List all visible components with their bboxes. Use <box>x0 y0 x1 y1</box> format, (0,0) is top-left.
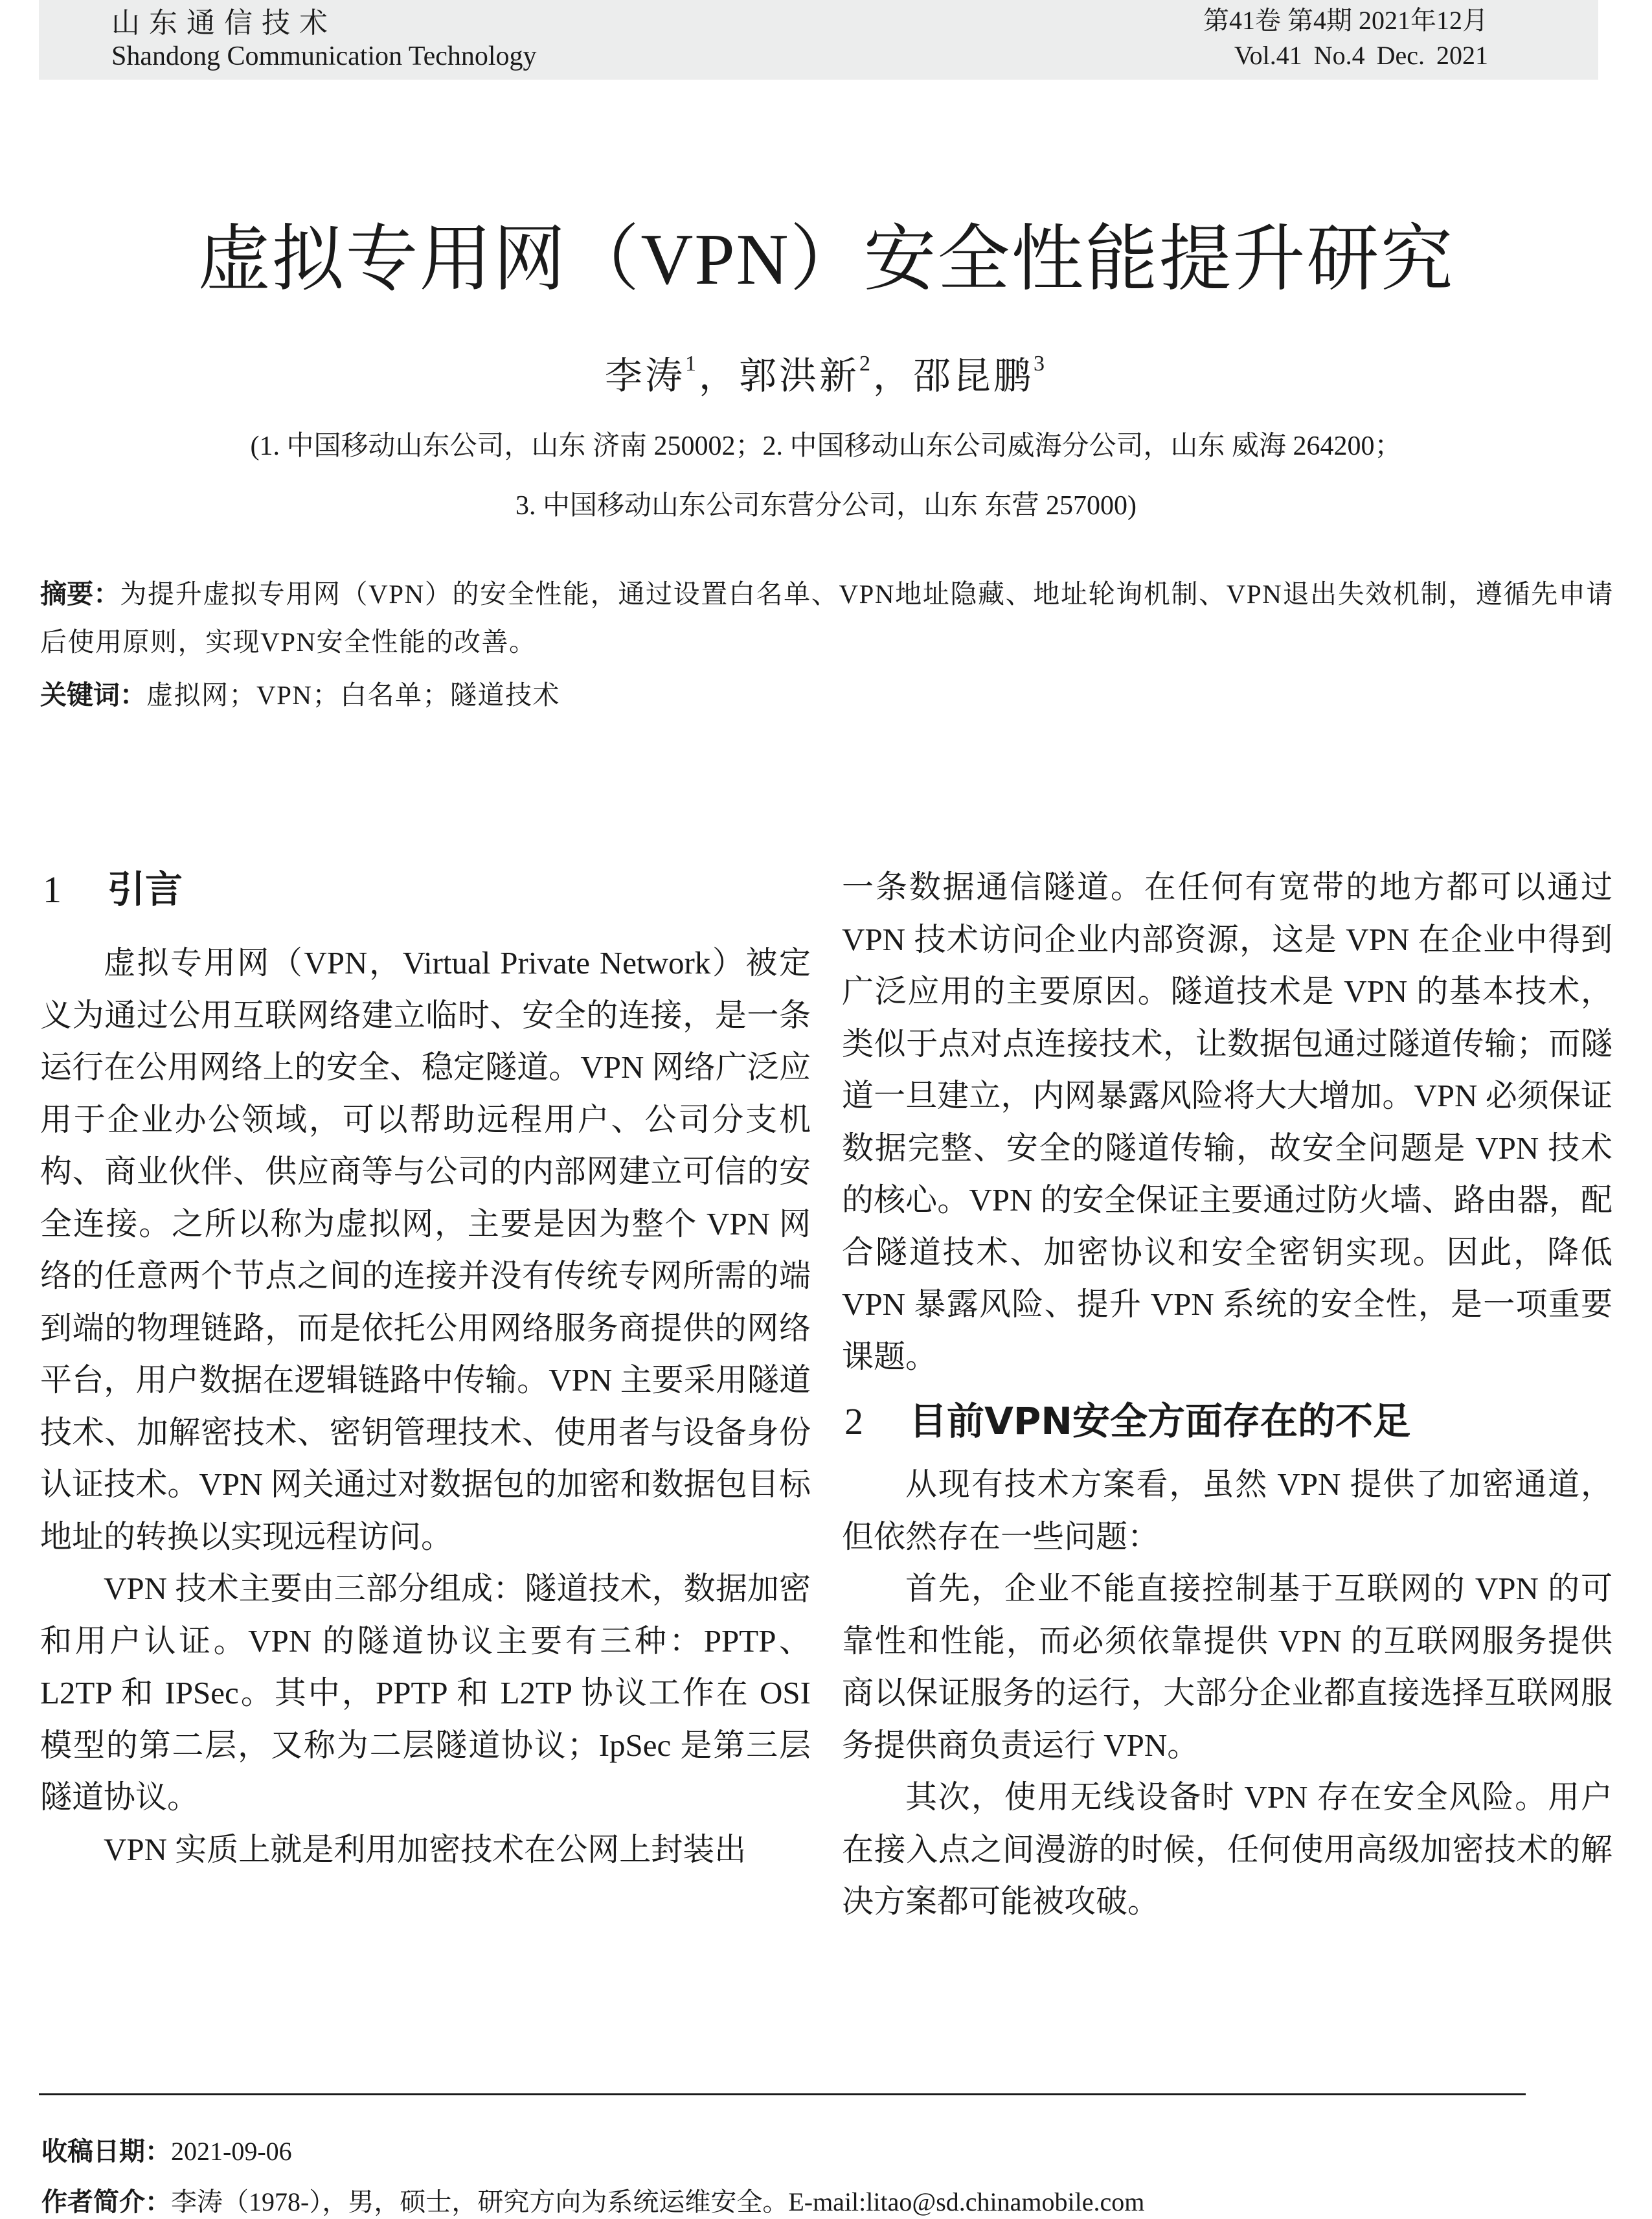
author-affiliation-mark: 3 <box>1034 352 1048 376</box>
body-paragraph: 从现有技术方案看，虽然 VPN 提供了加密通道，但依然存在一些问题： <box>842 1466 1612 1554</box>
section-number: 2 <box>844 1400 863 1442</box>
keywords <box>40 671 1614 719</box>
author-name: 郭洪新 <box>738 355 859 397</box>
body-paragraph: 虚拟专用网（VPN，Virtual Private Network）被定义为通过公用互联网络建立临时、安全的连接，是一条运行在公用网络上的安全、稳定隧道。VPN 网络广泛应用于企业办公领域，可以帮助远程用户、公司分支机构、商业伙伴、供应商等与公司的内部网建立可信的安全连接。之所以称为虚拟网，主要是因为整个 VPN 网络的任意两个节点之间的连接并没有传统专网所需的端到端的物理链路，而是依托公用网络服务商提供的网络平台，用户数据在逻辑链路中传输。VPN 主要采用隧道技术、加解密技术、密钥管理技术、使用者与设备身份认证技术。VPN 网关通过对数据包的加密和数据包目标地址的转换以实现远程访问。 <box>40 945 811 1554</box>
author-name: 李涛 <box>604 355 685 397</box>
keywords-label: 关键词： <box>40 679 146 711</box>
received-date-value: 2021-09-06 <box>171 2137 292 2166</box>
abstract-text: 为提升虚拟专用网（VPN）的安全性能，通过设置白名单、VPN地址隐藏、地址轮询机制、VPN退出失效机制，遵循先申请后使用原则，实现VPN安全性能的改善。 <box>40 579 1614 657</box>
body-paragraph: 其次，使用无线设备时 VPN 存在安全风险。用户在接入点之间漫游的时候，任何使用高级加密技术的解决方案都可能被攻破。 <box>842 1779 1612 1919</box>
section-title: 目前VPN安全方面存在的不足 <box>909 1399 1410 1443</box>
journal-name-en: Shandong Communication Technology <box>111 41 537 71</box>
section-title: 引言 <box>107 867 183 911</box>
author-list <box>0 353 1652 395</box>
author-separator: ， <box>873 355 914 397</box>
received-date-note <box>41 2139 292 2165</box>
author-bio-text: 李涛（1978-），男，硕士，研究方向为系统运维安全。E-mail:litao@sd.chinamobile.com <box>171 2187 1145 2216</box>
journal-name-cn: 山东通信技术 <box>111 7 337 39</box>
issue-info-en: Vol.41 No.4 Dec. 2021 <box>1234 41 1488 70</box>
affiliations-line-2: 3. 中国移动山东公司东营分公司，山东 东营 257000) <box>515 491 1137 521</box>
footnote-divider <box>39 2093 1526 2095</box>
author-separator: ， <box>698 355 739 397</box>
abstract-label: 摘要： <box>40 578 120 609</box>
body-paragraph: VPN 实质上就是利用加密技术在公网上封装出 <box>104 1831 747 1867</box>
author-bio-note <box>41 2189 1144 2215</box>
affiliations-line-1: (1. 中国移动山东公司，山东 济南 250002；2. 中国移动山东公司威海分公司，山东 威海 264200； <box>250 431 1402 461</box>
section-heading-shortcomings <box>842 1399 1612 1443</box>
abstract <box>40 570 1614 666</box>
section-heading-introduction <box>40 867 811 911</box>
paper-title: 虚拟专用网（VPN）安全性能提升研究 <box>198 220 1454 300</box>
right-column <box>842 861 1612 1928</box>
body-paragraph: 首先，企业不能直接控制基于互联网的 VPN 的可靠性和性能，而必须依靠提供 VPN 的互联网服务提供商以保证服务的运行，大部分企业都直接选择互联网服务提供商负责运行 VPN。 <box>842 1571 1612 1763</box>
author-affiliation-mark: 2 <box>859 352 873 376</box>
journal-header-band <box>39 0 1598 80</box>
received-date-label: 收稿日期： <box>41 2137 171 2167</box>
author-name: 邵昆鹏 <box>913 355 1034 397</box>
author-bio-label: 作者简介： <box>41 2187 171 2217</box>
issue-info-cn: 第41卷 第4期 2021年12月 <box>1203 6 1488 35</box>
left-column <box>40 861 811 1876</box>
section-number: 1 <box>43 869 62 911</box>
author-affiliation-mark: 1 <box>685 352 699 376</box>
body-paragraph-continued: 一条数据通信隧道。在任何有宽带的地方都可以通过 VPN 技术访问企业内部资源，这是 VPN 在企业中得到广泛应用的主要原因。隧道技术是 VPN 的基本技术，类似于点对点连接技术，让数据包通过隧道传输；而隧道一旦建立，内网暴露风险将大大增加。VPN 必须保证数据完整、安全的隧道传输，故安全问题是 VPN 技术的核心。VPN 的安全保证主要通过防火墙、路由器，配合隧道技术、加密协议和安全密钥实现。因此，降低 VPN 暴露风险、提升 VPN 系统的安全性，是一项重要课题。 <box>842 869 1612 1374</box>
keywords-text: 虚拟网；VPN；白名单；隧道技术 <box>146 680 561 710</box>
body-paragraph: VPN 技术主要由三部分组成：隧道技术，数据加密和用户认证。VPN 的隧道协议主要有三种：PPTP、L2TP 和 IPSec。其中，PPTP 和 L2TP 协议工作在 OSI 模型的第二层，又称为二层隧道协议；IpSec 是第三层隧道协议。 <box>40 1571 811 1815</box>
